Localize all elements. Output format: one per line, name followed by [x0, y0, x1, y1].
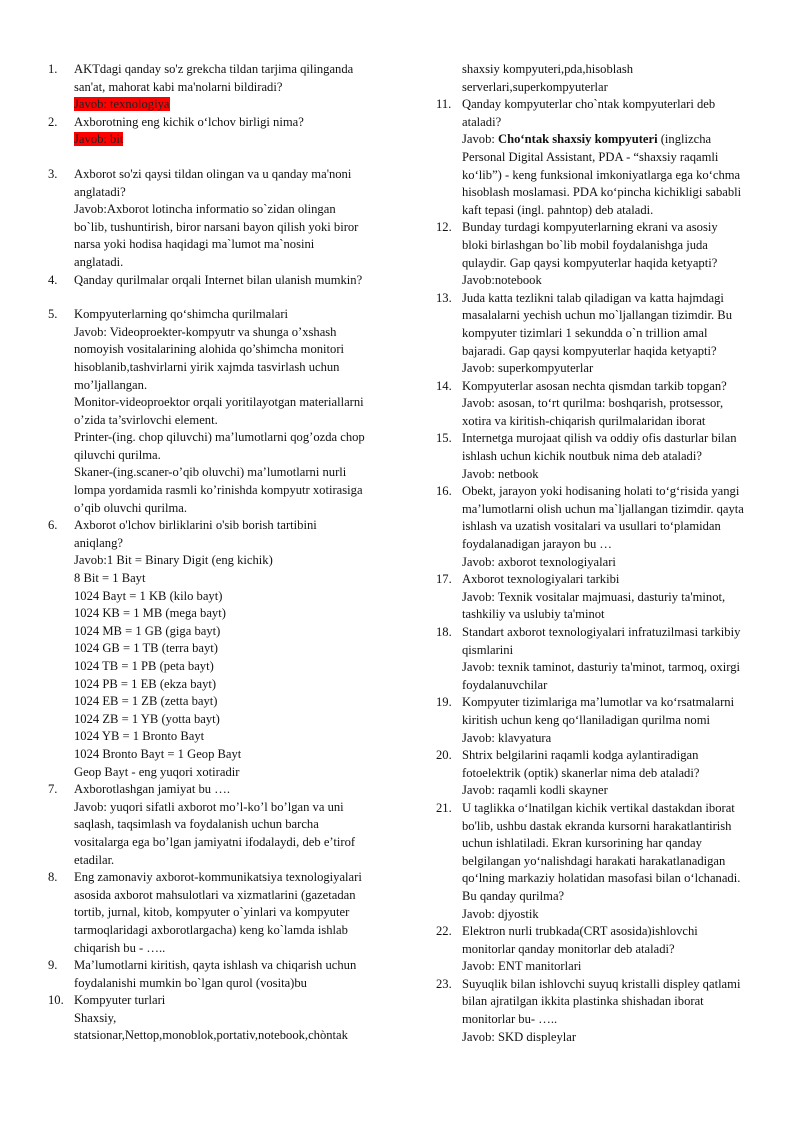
question-line: foydalanadigan jarayon bu …	[462, 537, 613, 552]
question-line: 8 Bit = 1 Bayt	[74, 571, 146, 586]
question-number: 6.	[48, 518, 58, 533]
question-line: Printer-(ing. chop qiluvchi) ma’lumotlarni qog’ozda chop	[74, 430, 365, 445]
question-line: o’zida ta’svirlovchi element.	[74, 412, 218, 427]
question-number: 7.	[48, 782, 58, 797]
question-line: Javob: Videoproekter-kompyutr va shunga o’xshash	[74, 324, 337, 339]
question-line: 1024 GB = 1 TB (terra bayt)	[74, 641, 218, 656]
question-line: xotira va kiritish-chiqarish qurilmalaridan iborat	[462, 413, 706, 428]
question-item	[48, 306, 393, 517]
question-number: 20.	[436, 748, 452, 763]
question-list-left	[48, 61, 393, 1045]
question-line: Standart axborot texnologiyalari infratuzilmasi tarkibiy	[462, 625, 741, 639]
question-line: Javob:1 Bit = Binary Digit (eng kichik)	[74, 553, 273, 568]
question-line: ishlash uchun kichik noutbuk nima deb ataladi?	[462, 449, 702, 464]
question-item	[436, 430, 766, 483]
question-item	[436, 96, 766, 219]
answer-line: hisoblash moslamasi. PDA ko‘pincha kichikligi sababli	[462, 185, 742, 200]
question-line: 1024 MB = 1 GB (giga bayt)	[74, 623, 221, 638]
question-line: saqlash, taqsimlash va foydalanish uchun barcha	[74, 817, 319, 832]
question-line: Javob: klavyatura	[462, 730, 552, 745]
question-item	[48, 114, 393, 149]
question-line: Bu qanday qurilma?	[462, 888, 565, 903]
question-line: shaxsiy kompyuteri,pda,hisoblash	[462, 62, 634, 76]
question-line: foydalanishi mumkin bo`lgan qurol (vosita)bu	[74, 975, 307, 990]
question-line: narsa yoki hodisa haqidagi ma`lumot ma`nosini	[74, 237, 315, 252]
answer-line: ko‘lib”) - keng funksional imkoniyatlarga ega ko‘chma	[462, 167, 741, 182]
question-number: 10.	[48, 993, 64, 1008]
answer-line	[74, 96, 393, 114]
question-line: bajaradi. Gap qaysi kompyuterlar haqida ketyapti?	[462, 343, 717, 358]
question-line: U taglikka o‘lnatilgan kichik vertikal dastakdan iborat	[462, 800, 735, 815]
question-line: Javob: SKD displeylar	[462, 1029, 577, 1044]
question-item	[436, 976, 766, 1046]
question-line: Kompyuter tizimlariga ma’lumotlar va ko‘rsatmalarni	[462, 695, 735, 710]
answer-bold-term: Cho‘ntak shaxsiy kompyuteri	[498, 132, 658, 147]
question-number: 15.	[436, 431, 452, 446]
question-line: Internetga murojaat qilish va oddiy ofis dasturlar bilan	[462, 431, 737, 446]
question-line: AKTdagi qanday so'z grekcha tildan tarjima qilinganda	[74, 62, 354, 76]
question-line: Javob: axborot texnologiyalari	[462, 554, 616, 569]
question-line: Kompyuterlar asosan nechta qismdan tarkib topgan?	[462, 378, 727, 393]
question-line: Suyuqlik bilan ishlovchi suyuq kristalli displey qatlami	[462, 976, 741, 991]
question-number: 18.	[436, 625, 452, 639]
question-line: Ma’lumotlarni kiritish, qayta ishlash va chiqarish uchun	[74, 958, 357, 973]
question-line: tarmoqlaridagi axborotlargacha) keng ko`lamda ishlab	[74, 922, 348, 937]
question-line: Javob: texnik taminot, dasturiy ta'minot, tarmoq, oxirgi	[462, 660, 741, 675]
question-line: bo'lib, ushbu dastak ekranda kursorni harakatlantirish	[462, 818, 732, 833]
question-line: Axborotning eng kichik o‘lchov birligi nima?	[74, 114, 304, 129]
question-item	[436, 923, 766, 976]
question-number: 16.	[436, 484, 452, 499]
question-item	[48, 869, 393, 957]
question-line: 1024 TB = 1 PB (peta bayt)	[74, 659, 214, 673]
question-line: nomoyish vositalarining alohida qo’shimcha monitori	[74, 342, 345, 357]
question-line: bloki birlashgan bo`lib mobil foydalanishga juda	[462, 237, 708, 252]
question-line: chiqarish bu - …..	[74, 940, 166, 955]
question-line: Skaner-(ing.scaner-o’qib oluvchi) ma’lumotlarni nurli	[74, 465, 347, 480]
question-line: 1024 ZB = 1 YB (yotta bayt)	[74, 711, 220, 726]
question-number: 11.	[436, 97, 452, 112]
highlighted-answer: Javob: texnologiya	[74, 97, 170, 112]
question-line: bilan ajratilgan ikkita plastinka shishadan iborat	[462, 994, 704, 1009]
question-line: Eng zamonaviy axborot-kommunikatsiya texnologiyalari	[74, 870, 362, 885]
question-line: Axborot texnologiyalari tarkibi	[462, 572, 620, 587]
question-item	[48, 992, 393, 1045]
question-line: Qanday kompyuterlar cho`ntak kompyuterlari deb	[462, 97, 716, 112]
question-line: Obekt, jarayon yoki hodisaning holati to‘g‘risida yangi	[462, 484, 740, 499]
question-line: Javob: ENT manitorlari	[462, 959, 582, 974]
question-line: Javob:Axborot lotincha informatio so`zidan olingan	[74, 202, 336, 217]
question-item	[436, 483, 766, 571]
question-line: 1024 Bronto Bayt = 1 Geop Bayt	[74, 746, 242, 761]
question-number: 1.	[48, 62, 58, 76]
question-line: Elektron nurli trubkada(CRT asosida)ishlovchi	[462, 924, 698, 939]
question-line: bo`lib, tushuntirish, biror narsani bayon qilish yoki biror	[74, 219, 359, 234]
question-number: 2.	[48, 114, 58, 129]
question-number: 5.	[48, 307, 58, 322]
answer-line: kaft tepasi (ingl. pahntop) deb ataladi.	[462, 202, 654, 217]
question-line: Javob: yuqori sifatli axborot mo’l-ko’l bo’lgan va uni	[74, 799, 344, 814]
answer-line	[462, 131, 766, 149]
question-line: 1024 KB = 1 MB (mega bayt)	[74, 606, 226, 621]
question-line: qismlarini	[462, 642, 514, 657]
answer-line: Personal Digital Assistant, PDA - “shaxsiy raqamli	[462, 149, 719, 164]
question-line: tortib, jurnal, kitob, kompyuter o`yinlari va kompyuter	[74, 905, 350, 920]
question-line: Shaxsiy,	[74, 1010, 117, 1025]
question-line: Javob: Texnik vositalar majmuasi, dasturiy ta'minot,	[462, 589, 726, 604]
question-line: 1024 EB = 1 ZB (zetta bayt)	[74, 694, 218, 709]
answer-rest: (inglizcha	[657, 132, 712, 147]
question-number: 22.	[436, 924, 452, 939]
question-line: qo‘lning markaziy holatidan masofasi bilan o‘lchanadi.	[462, 871, 741, 886]
question-line: Javob: netbook	[462, 466, 539, 481]
question-line: Qanday qurilmalar orqali Internet bilan ulanish mumkin?	[74, 272, 363, 287]
question-line: monitorlar bu- …..	[462, 1012, 558, 1027]
question-item	[48, 781, 393, 869]
question-line: Monitor-videoproektor orqali yoritilayotgan materiallarni	[74, 395, 364, 410]
question-item	[436, 290, 766, 378]
question-item	[436, 61, 766, 96]
question-number: 23.	[436, 976, 452, 991]
question-item	[48, 61, 393, 114]
question-list-right	[436, 61, 766, 1046]
question-number: 13.	[436, 290, 452, 305]
question-line: kompyuter tizimlari 1 sekundda o`n trillion amal	[462, 325, 708, 340]
question-line: Javob: superkompyuterlar	[462, 361, 594, 376]
question-line: qulaydir. Gap qaysi kompyuterlar haqida ketyapti?	[462, 255, 718, 270]
question-number: 19.	[436, 695, 452, 710]
question-line: Javob: raqamli kodli skayner	[462, 783, 608, 798]
question-line: aniqlang?	[74, 535, 123, 550]
question-line: ma’lumotlarni olish uchun ma`ljallangan tizimdir. qayta	[462, 501, 744, 516]
question-item	[436, 747, 766, 800]
question-line: ataladi?	[462, 114, 502, 129]
question-item	[48, 166, 393, 272]
question-line: Juda katta tezlikni talab qiladigan va katta hajmdagi	[462, 290, 724, 305]
question-item	[436, 800, 766, 923]
question-item	[48, 957, 393, 992]
question-line: hisoblanib,tashvirlarni yirik xajmda tasvirlash uchun	[74, 359, 340, 374]
question-number: 14.	[436, 378, 452, 393]
answer-prefix: Javob:	[462, 132, 499, 147]
question-item	[436, 219, 766, 289]
question-line: Axborot so'zi qaysi tildan olingan va u qanday ma'noni	[74, 166, 352, 181]
question-line: Javob: djyostik	[462, 906, 539, 921]
question-line: 1024 YB = 1 Bronto Bayt	[74, 729, 205, 744]
question-line: asosida axborot mahsulotlari va xizmatlarini (gazetadan	[74, 887, 356, 902]
question-line: qiluvchi qurilma.	[74, 447, 161, 462]
question-line: mo’ljallangan.	[74, 377, 148, 392]
question-line: belgilangan yo‘nalishdagi harakati harakatlanadigan	[462, 853, 726, 868]
question-number: 17.	[436, 572, 452, 587]
right-column	[436, 61, 766, 1046]
question-number: 8.	[48, 870, 58, 885]
question-line: Axborotlashgan jamiyat bu ….	[74, 782, 230, 797]
question-line: anglatadi.	[74, 254, 124, 269]
question-item	[436, 624, 766, 694]
highlighted-answer: Javob: bit	[74, 132, 124, 147]
question-line: Geop Bayt - eng yuqori xotiradir	[74, 764, 240, 779]
question-line: Shtrix belgilarini raqamli kodga aylantiradigan	[462, 748, 699, 763]
question-line: statsionar,Nettop,monoblok,portativ,notebook,chòntak	[74, 1028, 348, 1043]
question-line: Javob:notebook	[462, 273, 542, 288]
question-line: ishlash va uzatish vositalari va usullari to‘plamidan	[462, 519, 721, 534]
question-item	[436, 571, 766, 624]
question-line: Axborot o'lchov birliklarini o'sib borish tartibini	[74, 518, 317, 533]
question-line: masalalarni yechish uchun mo`ljallangan tizimdir. Bu	[462, 308, 732, 323]
question-line: 1024 PB = 1 EB (ekza bayt)	[74, 676, 217, 691]
question-line: Kompyuter turlari	[74, 993, 166, 1008]
question-line: vositalarga ega bo’lgan jamiyatni ifodalaydi, deb e’tirof	[74, 834, 356, 849]
question-item	[436, 378, 766, 431]
question-number: 21.	[436, 800, 452, 815]
question-line: Bunday turdagi kompyuterlarning ekrani va asosiy	[462, 220, 718, 235]
question-line: o’qib oluvchi qurilma.	[74, 500, 187, 515]
question-line: fotoelektrik (optik) skanerlar nima deb ataladi?	[462, 765, 700, 780]
question-line: tashkiliy va uslubiy ta'minot	[462, 607, 605, 622]
question-line: kiritish uchun keng qo‘llaniladigan qurilma nomi	[462, 712, 710, 727]
question-line: foydalanuvchilar	[462, 677, 548, 692]
left-column	[48, 61, 393, 1045]
question-item	[48, 272, 393, 290]
question-number: 9.	[48, 958, 58, 973]
question-line: uchun ishlatiladi. Ekran kursorining har qanday	[462, 836, 702, 851]
question-line: Kompyuterlarning qo‘shimcha qurilmalari	[74, 307, 289, 322]
question-line: san'at, mahorat kabi ma'nolarni bildiradi?	[74, 79, 283, 94]
question-line: etadilar.	[74, 852, 115, 867]
answer-line	[74, 131, 393, 149]
question-number: 4.	[48, 272, 58, 287]
question-number: 12.	[436, 220, 452, 235]
question-line: serverlari,superkompyuterlar	[462, 79, 608, 94]
question-line: 1024 Bayt = 1 KB (kilo bayt)	[74, 588, 223, 603]
question-line: Javob: asosan, to‘rt qurilma: boshqarish, protsessor,	[462, 396, 724, 411]
question-line: anglatadi?	[74, 184, 126, 199]
question-line: monitorlar qanday monitorlar deb ataladi?	[462, 941, 675, 956]
question-item	[48, 517, 393, 781]
question-line: lompa yordamida rasmli ko’rinishda kompyutr xotirasiga	[74, 483, 363, 498]
question-number: 3.	[48, 166, 58, 181]
question-item	[436, 694, 766, 747]
